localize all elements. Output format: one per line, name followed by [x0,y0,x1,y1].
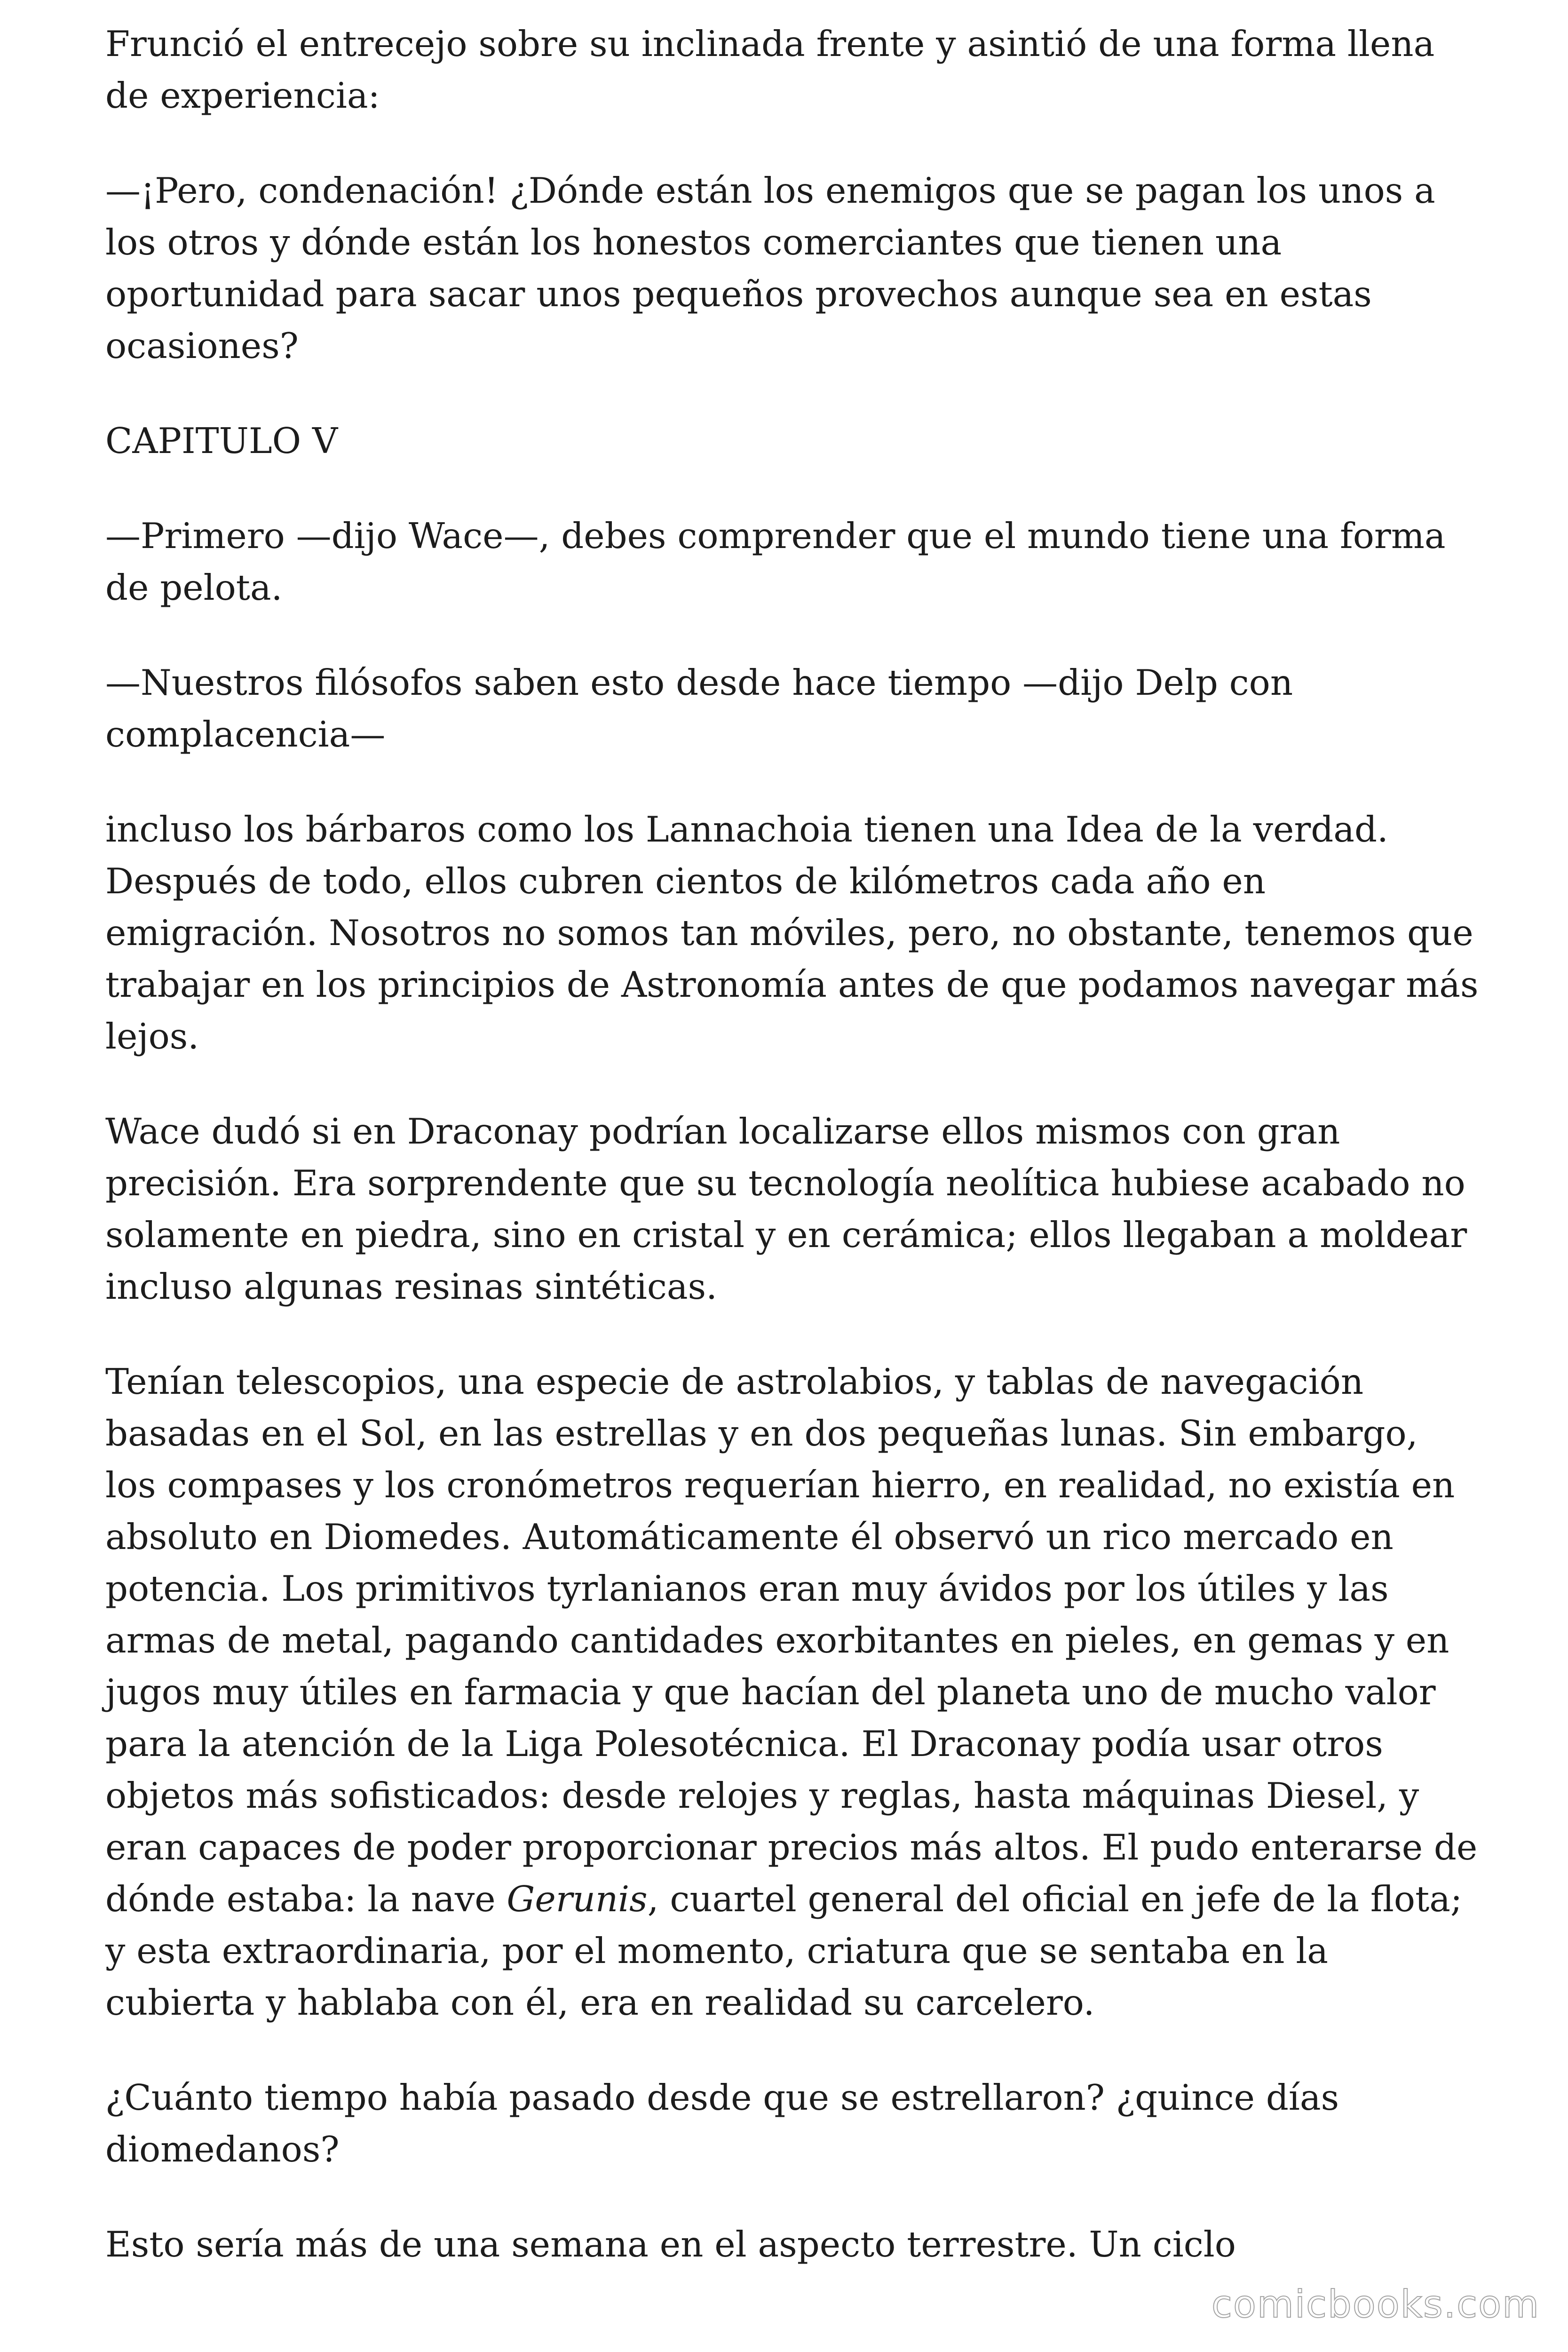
paragraph-7-text-b: , cuartel general del oficial en jefe de la flota; y esta extraordinaria, por el momento, criatura que se sentaba en la cubierta y hablaba con él, era en realidad su carcelero. [105,1878,1463,2023]
ship-name: Gerunis [507,1878,648,1920]
paragraph-3: —Primero —dijo Wace—, debes comprender que el mundo tiene una forma de pelota. [105,515,1446,608]
watermark-logo: comicbooks.com [1211,2282,1540,2326]
paragraph-7-text-a: Tenían telescopios, una especie de astrolabios, y tablas de navegación basadas en el Sol, en las estrellas y en dos pequeñas lunas. Sin embargo, los compases y los cronómetros requerían hierro, en realidad, no existía en absoluto en Diomedes. Automáticamente él observó un rico mercado en potencia. Los primitivos tyrlanianos eran muy ávidos por los útiles y las armas de metal, pagando cantidades exorbitantes en pieles, en gemas y en jugos muy útiles en farmacia y que hacían del planeta uno de mucho valor para la atención de la Liga Polesotécnica. El Draconay podía usar otros objetos más sofisticados: desde relojes y reglas, hasta máquinas Diesel, y eran capaces de poder proporcionar precios más altos. El pudo enterarse de dónde estaba: la nave [105,1361,1478,1920]
paragraph-5: incluso los bárbaros como los Lannachoia tienen una Idea de la verdad. Después de todo, ellos cubren cientos de kilómetros cada año en emigración. Nosotros no somos tan móviles, pero, no obstante, tenemos que trabajar en los principios de Astronomía antes de que podamos navegar más lejos. [105,809,1479,1057]
paragraph-2: —¡Pero, condenación! ¿Dónde están los enemigos que se pagan los unos a los otros y dónde están los honestos comerciantes que tienen una oportunidad para sacar unos pequeños provechos aunque sea en estas ocasiones? [105,170,1435,366]
chapter-heading: CAPITULO V [105,420,338,461]
paragraph-7 [105,1356,1479,2028]
paragraph-6: Wace dudó si en Draconay podrían localizarse ellos mismos con gran precisión. Era sorprendente que su tecnología neolítica hubiese acabado no solamente en piedra, sino en cristal y en cerámica; ellos llegaban a moldear incluso algunas resinas sintéticas. [105,1111,1467,1307]
paragraph-1: Frunció el entrecejo sobre su inclinada frente y asintió de una forma llena de experiencia: [105,23,1435,116]
paragraph-8: ¿Cuánto tiempo había pasado desde que se estrellaron? ¿quince días diomedanos? [105,2077,1339,2170]
paragraph-4: —Nuestros filósofos saben esto desde hace tiempo —dijo Delp con complacencia— [105,662,1293,755]
paragraph-9: Esto sería más de una semana en el aspecto terrestre. Un ciclo [105,2224,1236,2265]
page-text [105,18,1479,2270]
